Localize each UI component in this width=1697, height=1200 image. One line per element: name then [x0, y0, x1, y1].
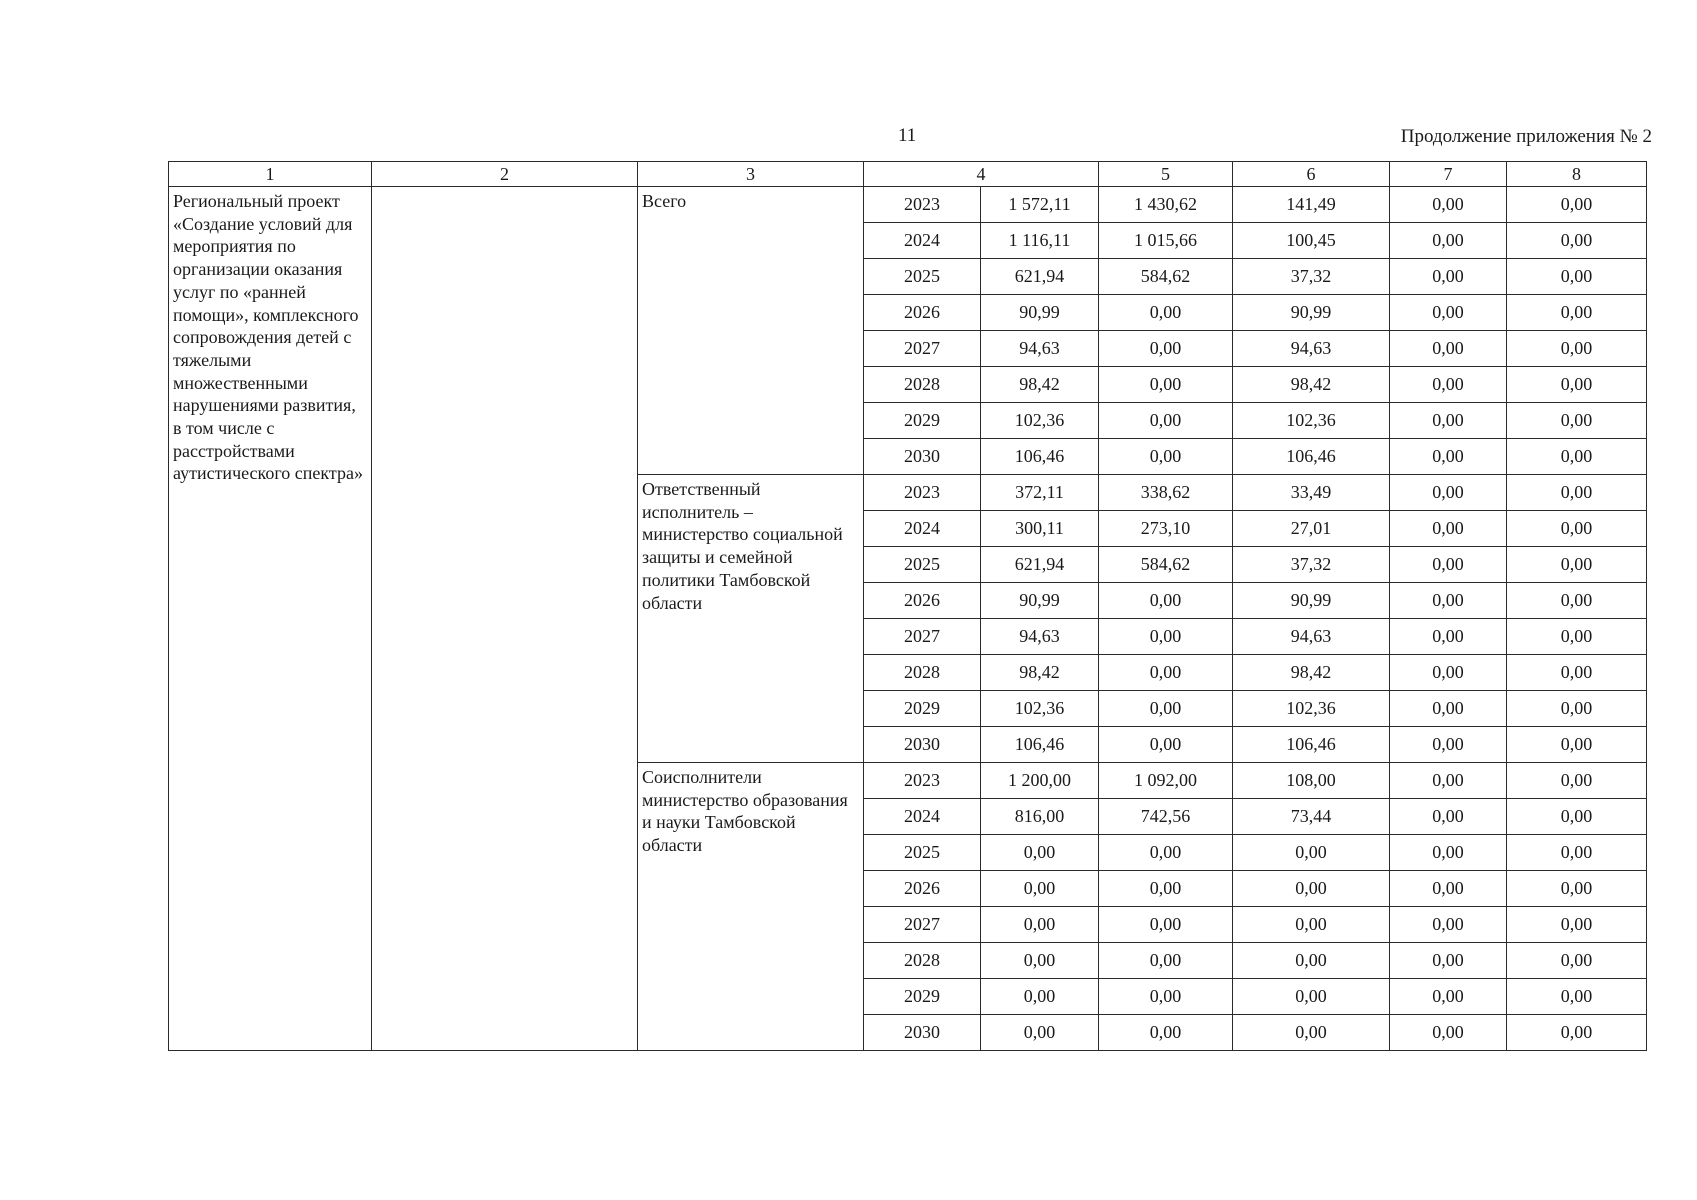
regional-budget-cell: 0,00: [1233, 871, 1390, 907]
local-budget-cell: 0,00: [1390, 763, 1507, 799]
column-number: 4: [864, 162, 1099, 187]
table-header: [169, 162, 1647, 187]
local-budget-cell: 0,00: [1390, 907, 1507, 943]
column-number: 6: [1233, 162, 1390, 187]
executor-cell: Ответственный исполнитель – министерство социальной защиты и семейной политики Тамбовской области: [638, 475, 864, 763]
year-cell: 2028: [864, 367, 981, 403]
total-cell: 102,36: [981, 691, 1099, 727]
regional-budget-cell: 94,63: [1233, 331, 1390, 367]
other-sources-cell: 0,00: [1507, 979, 1647, 1015]
year-cell: 2026: [864, 295, 981, 331]
federal-budget-cell: 0,00: [1099, 583, 1233, 619]
total-cell: 94,63: [981, 619, 1099, 655]
local-budget-cell: 0,00: [1390, 979, 1507, 1015]
total-cell: 1 572,11: [981, 187, 1099, 223]
year-cell: 2028: [864, 655, 981, 691]
project-name-cell: Региональный проект «Создание условий для мероприятия по организации оказания услуг по «ранней помощи», комплексного сопровождения детей с тяжелыми множественными нарушениями развития, в том числе с расстройствами аутистического спектра»: [169, 187, 372, 1051]
local-budget-cell: 0,00: [1390, 295, 1507, 331]
year-cell: 2024: [864, 223, 981, 259]
year-cell: 2024: [864, 511, 981, 547]
federal-budget-cell: 0,00: [1099, 979, 1233, 1015]
other-sources-cell: 0,00: [1507, 475, 1647, 511]
regional-budget-cell: 98,42: [1233, 655, 1390, 691]
year-cell: 2025: [864, 547, 981, 583]
federal-budget-cell: 0,00: [1099, 943, 1233, 979]
regional-budget-cell: 108,00: [1233, 763, 1390, 799]
total-cell: 90,99: [981, 583, 1099, 619]
other-sources-cell: 0,00: [1507, 331, 1647, 367]
year-cell: 2030: [864, 727, 981, 763]
column-number: 2: [372, 162, 638, 187]
total-cell: 106,46: [981, 727, 1099, 763]
total-cell: 0,00: [981, 871, 1099, 907]
column-number: 1: [169, 162, 372, 187]
local-budget-cell: 0,00: [1390, 259, 1507, 295]
other-sources-cell: 0,00: [1507, 763, 1647, 799]
local-budget-cell: 0,00: [1390, 655, 1507, 691]
total-cell: 816,00: [981, 799, 1099, 835]
local-budget-cell: 0,00: [1390, 223, 1507, 259]
total-cell: 0,00: [981, 979, 1099, 1015]
federal-budget-cell: 0,00: [1099, 871, 1233, 907]
regional-budget-cell: 90,99: [1233, 583, 1390, 619]
regional-budget-cell: 33,49: [1233, 475, 1390, 511]
year-cell: 2030: [864, 1015, 981, 1051]
regional-budget-cell: 0,00: [1233, 835, 1390, 871]
federal-budget-cell: 273,10: [1099, 511, 1233, 547]
local-budget-cell: 0,00: [1390, 835, 1507, 871]
federal-budget-cell: 1 092,00: [1099, 763, 1233, 799]
total-cell: 98,42: [981, 367, 1099, 403]
local-budget-cell: 0,00: [1390, 331, 1507, 367]
other-sources-cell: 0,00: [1507, 691, 1647, 727]
executor-cell: Всего: [638, 187, 864, 475]
column-number: 8: [1507, 162, 1647, 187]
column-number-row: [169, 162, 1647, 187]
federal-budget-cell: 0,00: [1099, 331, 1233, 367]
year-cell: 2027: [864, 907, 981, 943]
year-cell: 2025: [864, 259, 981, 295]
other-sources-cell: 0,00: [1507, 511, 1647, 547]
year-cell: 2026: [864, 583, 981, 619]
federal-budget-cell: 0,00: [1099, 1015, 1233, 1051]
local-budget-cell: 0,00: [1390, 871, 1507, 907]
federal-budget-cell: 0,00: [1099, 295, 1233, 331]
local-budget-cell: 0,00: [1390, 187, 1507, 223]
total-cell: 0,00: [981, 943, 1099, 979]
other-sources-cell: 0,00: [1507, 367, 1647, 403]
page-number: 11: [898, 125, 917, 146]
federal-budget-cell: 1 430,62: [1099, 187, 1233, 223]
local-budget-cell: 0,00: [1390, 619, 1507, 655]
other-sources-cell: 0,00: [1507, 223, 1647, 259]
year-cell: 2024: [864, 799, 981, 835]
regional-budget-cell: 0,00: [1233, 943, 1390, 979]
regional-budget-cell: 98,42: [1233, 367, 1390, 403]
year-cell: 2023: [864, 187, 981, 223]
local-budget-cell: 0,00: [1390, 1015, 1507, 1051]
year-cell: 2027: [864, 331, 981, 367]
regional-budget-cell: 0,00: [1233, 979, 1390, 1015]
other-sources-cell: 0,00: [1507, 583, 1647, 619]
regional-budget-cell: 106,46: [1233, 727, 1390, 763]
regional-budget-cell: 90,99: [1233, 295, 1390, 331]
local-budget-cell: 0,00: [1390, 727, 1507, 763]
appendix-continuation-label: Продолжение приложения № 2: [1400, 126, 1652, 147]
local-budget-cell: 0,00: [1390, 799, 1507, 835]
regional-budget-cell: 37,32: [1233, 259, 1390, 295]
total-cell: 621,94: [981, 547, 1099, 583]
federal-budget-cell: 742,56: [1099, 799, 1233, 835]
federal-budget-cell: 584,62: [1099, 547, 1233, 583]
local-budget-cell: 0,00: [1390, 475, 1507, 511]
other-sources-cell: 0,00: [1507, 727, 1647, 763]
other-sources-cell: 0,00: [1507, 259, 1647, 295]
column-number: 3: [638, 162, 864, 187]
executor-cell: Соисполнители министерство образования и науки Тамбовской области: [638, 763, 864, 1051]
regional-budget-cell: 106,46: [1233, 439, 1390, 475]
federal-budget-cell: 1 015,66: [1099, 223, 1233, 259]
total-cell: 300,11: [981, 511, 1099, 547]
total-cell: 0,00: [981, 1015, 1099, 1051]
regional-budget-cell: 37,32: [1233, 547, 1390, 583]
federal-budget-cell: 0,00: [1099, 619, 1233, 655]
other-sources-cell: 0,00: [1507, 943, 1647, 979]
regional-budget-cell: 102,36: [1233, 403, 1390, 439]
local-budget-cell: 0,00: [1390, 439, 1507, 475]
other-sources-cell: 0,00: [1507, 799, 1647, 835]
year-cell: 2025: [864, 835, 981, 871]
total-cell: 0,00: [981, 835, 1099, 871]
other-sources-cell: 0,00: [1507, 439, 1647, 475]
regional-budget-cell: 0,00: [1233, 1015, 1390, 1051]
column2-cell: [372, 187, 638, 1051]
local-budget-cell: 0,00: [1390, 511, 1507, 547]
total-cell: 102,36: [981, 403, 1099, 439]
other-sources-cell: 0,00: [1507, 295, 1647, 331]
federal-budget-cell: 0,00: [1099, 691, 1233, 727]
year-cell: 2027: [864, 619, 981, 655]
year-cell: 2028: [864, 943, 981, 979]
year-cell: 2023: [864, 475, 981, 511]
federal-budget-cell: 584,62: [1099, 259, 1233, 295]
federal-budget-cell: 0,00: [1099, 655, 1233, 691]
other-sources-cell: 0,00: [1507, 907, 1647, 943]
other-sources-cell: 0,00: [1507, 835, 1647, 871]
year-cell: 2029: [864, 979, 981, 1015]
regional-budget-cell: 73,44: [1233, 799, 1390, 835]
year-cell: 2029: [864, 691, 981, 727]
other-sources-cell: 0,00: [1507, 547, 1647, 583]
total-cell: 106,46: [981, 439, 1099, 475]
federal-budget-cell: 338,62: [1099, 475, 1233, 511]
column-number: 5: [1099, 162, 1233, 187]
total-cell: 94,63: [981, 331, 1099, 367]
total-cell: 98,42: [981, 655, 1099, 691]
year-cell: 2023: [864, 763, 981, 799]
other-sources-cell: 0,00: [1507, 619, 1647, 655]
column-number: 7: [1390, 162, 1507, 187]
federal-budget-cell: 0,00: [1099, 439, 1233, 475]
budget-table: [168, 161, 1647, 1051]
local-budget-cell: 0,00: [1390, 547, 1507, 583]
regional-budget-cell: 0,00: [1233, 907, 1390, 943]
regional-budget-cell: 102,36: [1233, 691, 1390, 727]
federal-budget-cell: 0,00: [1099, 835, 1233, 871]
year-cell: 2029: [864, 403, 981, 439]
total-cell: 1 116,11: [981, 223, 1099, 259]
regional-budget-cell: 141,49: [1233, 187, 1390, 223]
other-sources-cell: 0,00: [1507, 187, 1647, 223]
federal-budget-cell: 0,00: [1099, 907, 1233, 943]
year-cell: 2026: [864, 871, 981, 907]
total-cell: 0,00: [981, 907, 1099, 943]
other-sources-cell: 0,00: [1507, 1015, 1647, 1051]
total-cell: 1 200,00: [981, 763, 1099, 799]
table-body: [169, 187, 1647, 1051]
other-sources-cell: 0,00: [1507, 403, 1647, 439]
local-budget-cell: 0,00: [1390, 943, 1507, 979]
local-budget-cell: 0,00: [1390, 403, 1507, 439]
local-budget-cell: 0,00: [1390, 367, 1507, 403]
total-cell: 372,11: [981, 475, 1099, 511]
other-sources-cell: 0,00: [1507, 655, 1647, 691]
local-budget-cell: 0,00: [1390, 583, 1507, 619]
total-cell: 621,94: [981, 259, 1099, 295]
year-cell: 2030: [864, 439, 981, 475]
regional-budget-cell: 100,45: [1233, 223, 1390, 259]
total-cell: 90,99: [981, 295, 1099, 331]
regional-budget-cell: 27,01: [1233, 511, 1390, 547]
table-row: [169, 187, 1647, 223]
local-budget-cell: 0,00: [1390, 691, 1507, 727]
regional-budget-cell: 94,63: [1233, 619, 1390, 655]
other-sources-cell: 0,00: [1507, 871, 1647, 907]
federal-budget-cell: 0,00: [1099, 367, 1233, 403]
federal-budget-cell: 0,00: [1099, 727, 1233, 763]
federal-budget-cell: 0,00: [1099, 403, 1233, 439]
